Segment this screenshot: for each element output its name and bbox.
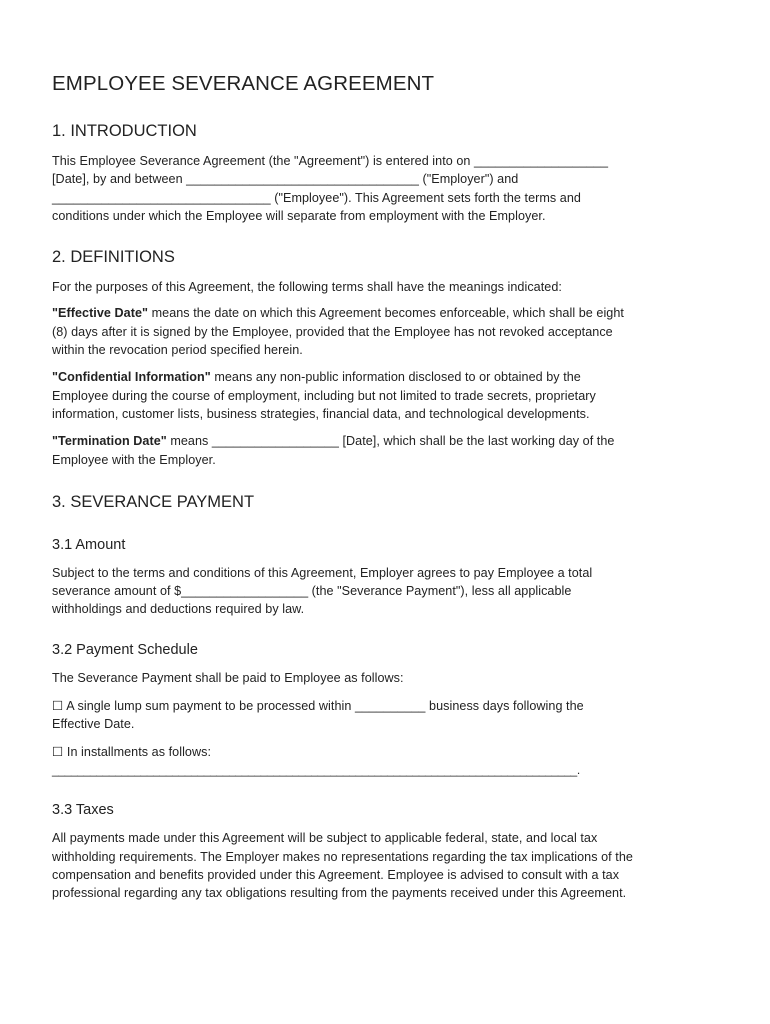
taxes-paragraph bbox=[52, 829, 718, 902]
definitions-lead: For the purposes of this Agreement, the following terms shall have the meanings indicated: bbox=[52, 280, 562, 295]
section-heading-introduction: 1. INTRODUCTION bbox=[52, 122, 197, 140]
text-line: within the revocation period specified herein. bbox=[52, 343, 303, 358]
text-line: withholding requirements. The Employer makes no representations regarding the tax implications of the bbox=[52, 849, 633, 864]
text-line: ☐ A single lump sum payment to be processed within __________ business days following the bbox=[52, 699, 584, 714]
text-line bbox=[52, 304, 718, 322]
definition-text: means any non-public information disclosed to or obtained by the bbox=[210, 370, 581, 385]
definition-text: means __________________ [Date], which shall be the last working day of the bbox=[166, 434, 615, 449]
subsection-heading-payment-schedule: 3.2 Payment Schedule bbox=[52, 641, 198, 658]
text-line: Employee during the course of employment, including but not limited to trade secrets, proprietary bbox=[52, 388, 596, 403]
text-line: withholdings and deductions required by law. bbox=[52, 602, 305, 617]
term-effective-date: "Effective Date" bbox=[52, 306, 149, 321]
section-heading-severance-payment: 3. SEVERANCE PAYMENT bbox=[52, 492, 255, 511]
text-line bbox=[52, 432, 718, 450]
payment-option-lump-sum bbox=[52, 697, 718, 734]
text-line: (8) days after it is signed by the Employee, provided that the Employee has not revoked acceptance bbox=[52, 324, 613, 339]
section-heading-definitions: 2. DEFINITIONS bbox=[52, 248, 175, 267]
text-line: This Employee Severance Agreement (the "Agreement") is entered into on ___________________ bbox=[52, 154, 609, 168]
text-line: ☐ In installments as follows: bbox=[52, 744, 212, 759]
definition-termination-date bbox=[52, 432, 718, 469]
amount-paragraph bbox=[52, 564, 718, 619]
text-line bbox=[52, 368, 718, 386]
text-line: _______________________________ ("Employee"). This Agreement sets forth the terms and bbox=[52, 190, 581, 205]
subsection-heading-amount: 3.1 Amount bbox=[52, 536, 126, 553]
document-title: EMPLOYEE SEVERANCE AGREEMENT bbox=[52, 72, 435, 95]
term-confidential-information: "Confidential Information" bbox=[52, 370, 211, 385]
text-line: Subject to the terms and conditions of this Agreement, Employer agrees to pay Employee a total bbox=[52, 565, 593, 580]
text-line: [Date], by and between _________________________________ ("Employer") and bbox=[52, 172, 519, 187]
definition-confidential-information bbox=[52, 368, 718, 423]
text-line: Effective Date. bbox=[52, 717, 135, 732]
definition-text: means the date on which this Agreement becomes enforceable, which shall be eight bbox=[148, 306, 624, 321]
text-line: ___________________________________________________________________________________. bbox=[52, 762, 580, 777]
introduction-paragraph bbox=[52, 152, 718, 225]
payment-schedule-lead: The Severance Payment shall be paid to Employee as follows: bbox=[52, 670, 404, 685]
text-line: information, customer lists, business strategies, financial data, and technological developments. bbox=[52, 406, 590, 421]
definition-effective-date bbox=[52, 304, 718, 359]
text-line: conditions under which the Employee will separate from employment with the Employer. bbox=[52, 208, 546, 223]
text-line: compensation and benefits provided under this Agreement. Employee is advised to consult with a tax bbox=[52, 867, 620, 882]
text-line: Employee with the Employer. bbox=[52, 452, 216, 467]
text-line: severance amount of $__________________ (the "Severance Payment"), less all applicable bbox=[52, 584, 572, 599]
term-termination-date: "Termination Date" bbox=[52, 434, 167, 449]
text-line: professional regarding any tax obligations resulting from the payments received under this Agreement. bbox=[52, 886, 627, 901]
text-line: All payments made under this Agreement will be subject to applicable federal, state, and local tax bbox=[52, 831, 598, 846]
payment-option-installments bbox=[52, 743, 718, 780]
subsection-heading-taxes: 3.3 Taxes bbox=[52, 802, 114, 819]
